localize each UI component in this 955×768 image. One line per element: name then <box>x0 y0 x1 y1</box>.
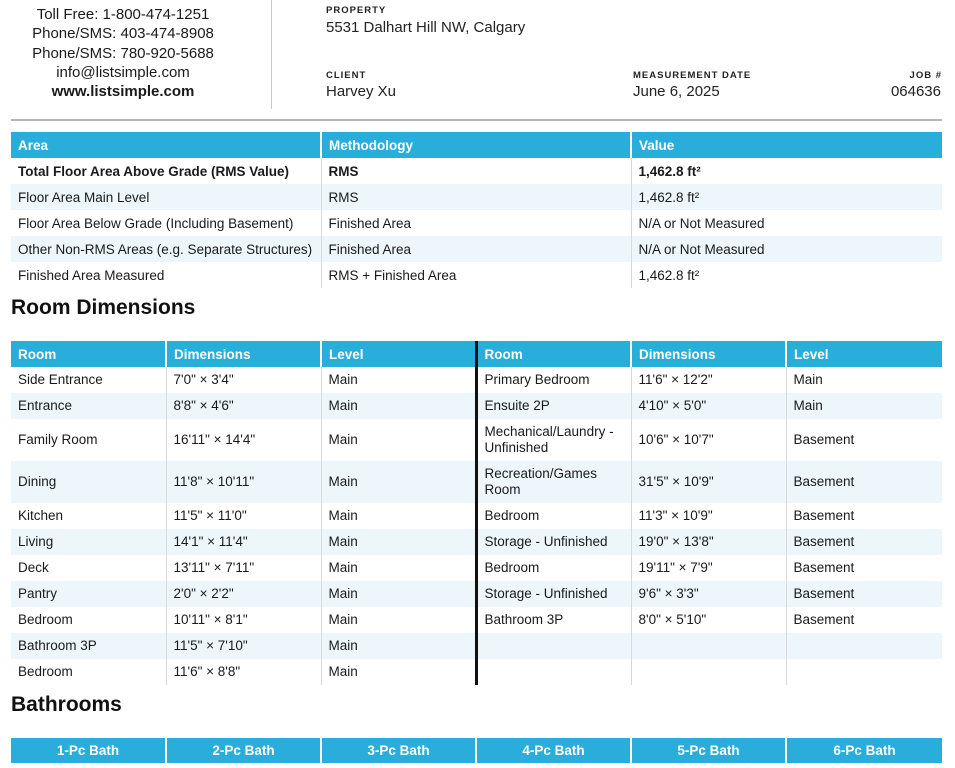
level-cell: Main <box>321 367 476 393</box>
room-cell: Family Room <box>11 419 166 461</box>
level-cell: Basement <box>793 560 855 575</box>
table-row <box>11 158 942 184</box>
area-cell: Finished Area Measured <box>11 262 321 288</box>
level-cell: Basement <box>793 612 855 627</box>
job-number-label: JOB # <box>909 70 942 81</box>
room-cell <box>476 633 631 659</box>
column-header: 1-Pc Bath <box>11 738 166 763</box>
level-cell <box>786 659 942 685</box>
client-label: CLIENT <box>326 70 367 81</box>
dimensions-cell: 31'5" × 10'9" <box>631 461 786 503</box>
table-row <box>11 210 942 236</box>
level-cell: Basement <box>793 508 855 523</box>
measurement-date: June 6, 2025 <box>633 83 720 100</box>
level-cell: Main <box>321 419 476 461</box>
dimensions-cell: 2'0" × 2'2" <box>166 581 321 607</box>
dimensions-cell: 11'3" × 10'9" <box>631 503 786 529</box>
table-row <box>11 236 942 262</box>
column-header: Dimensions <box>631 341 786 367</box>
column-header: Level <box>321 341 476 367</box>
room-cell: Storage - Unfinished <box>476 529 631 555</box>
column-header: Room <box>11 341 166 367</box>
room-cell: Primary Bedroom <box>476 367 631 393</box>
room-cell: Kitchen <box>11 503 166 529</box>
dimensions-cell: 7'0" × 3'4" <box>166 367 321 393</box>
room-cell: Entrance <box>11 393 166 419</box>
level-cell: Main <box>321 503 476 529</box>
dimensions-cell: 11'5" × 7'10" <box>166 633 321 659</box>
dimensions-cell: 19'11" × 7'9" <box>631 555 786 581</box>
room-cell: Pantry <box>11 581 166 607</box>
area-cell: Floor Area Main Level <box>11 184 321 210</box>
room-cell: Ensuite 2P <box>476 393 631 419</box>
level-cell: Main <box>321 393 476 419</box>
area-cell: Total Floor Area Above Grade (RMS Value) <box>11 158 321 184</box>
value-cell: 1,462.8 ft² <box>631 184 942 210</box>
level-cell: Main <box>321 581 476 607</box>
table-row <box>11 659 942 685</box>
dimensions-cell: 11'6" × 12'2" <box>631 367 786 393</box>
dimensions-cell: 8'0" × 5'10" <box>631 607 786 633</box>
phone-number-1: Phone/SMS: 403-474-8908 <box>32 25 214 43</box>
table-row <box>11 367 942 393</box>
dimensions-cell: 11'6" × 8'8" <box>166 659 321 685</box>
table-row <box>11 633 942 659</box>
measurement-date-label: MEASUREMENT DATE <box>633 70 752 81</box>
room-cell: Side Entrance <box>11 367 166 393</box>
table-row <box>11 529 942 555</box>
property-address: 5531 Dalhart Hill NW, Calgary <box>326 19 526 36</box>
value-cell: 1,462.8 ft² <box>638 163 701 179</box>
table-row <box>11 461 942 503</box>
dimensions-cell: 14'1" × 11'4" <box>166 529 321 555</box>
dimensions-cell: 10'6" × 10'7" <box>631 419 786 461</box>
toll-free-number: Toll Free: 1-800-474-1251 <box>36 6 210 23</box>
website-link[interactable]: www.listsimple.com <box>51 83 195 101</box>
client-name: Harvey Xu <box>326 83 397 100</box>
room-cell: Mechanical/Laundry - Unfinished <box>476 419 631 461</box>
level-cell: Basement <box>793 432 855 447</box>
level-cell: Main <box>321 607 476 633</box>
dimensions-cell: 8'8" × 4'6" <box>166 393 321 419</box>
contact-block <box>0 5 246 101</box>
dimensions-cell: 16'11" × 14'4" <box>166 419 321 461</box>
bathrooms-table <box>11 738 942 763</box>
room-cell: Dining <box>11 461 166 503</box>
methodology-cell: RMS <box>321 158 631 184</box>
dimensions-cell: 13'11" × 7'11" <box>166 555 321 581</box>
level-cell: Main <box>321 461 476 503</box>
room-cell: Bathroom 3P <box>476 607 631 633</box>
level-cell: Main <box>786 393 942 419</box>
area-cell: Floor Area Below Grade (Including Basement) <box>11 210 321 236</box>
dimensions-cell <box>631 659 786 685</box>
table-row <box>11 393 942 419</box>
phone-number-2: Phone/SMS: 780-920-5688 <box>32 44 214 62</box>
header-divider <box>271 0 272 109</box>
dimensions-cell: 4'10" × 5'0" <box>631 393 786 419</box>
room-cell: Bedroom <box>476 503 631 529</box>
column-header: Dimensions <box>166 341 321 367</box>
column-header: Methodology <box>321 132 631 158</box>
room-cell: Deck <box>11 555 166 581</box>
table-row <box>11 419 942 461</box>
methodology-cell: Finished Area <box>321 210 631 236</box>
column-header: 2-Pc Bath <box>166 738 321 763</box>
methodology-cell: Finished Area <box>321 236 631 262</box>
level-cell: Basement <box>786 529 942 555</box>
room-cell: Bedroom <box>11 607 166 633</box>
area-table <box>11 132 942 288</box>
level-cell: Main <box>321 555 476 581</box>
column-header: 5-Pc Bath <box>631 738 786 763</box>
job-number: 064636 <box>890 83 941 100</box>
table-row <box>11 503 942 529</box>
value-cell: 1,462.8 ft² <box>638 267 700 283</box>
level-cell: Main <box>793 372 823 387</box>
room-dimensions-title: Room Dimensions <box>11 296 196 319</box>
dimensions-cell: 9'6" × 3'3" <box>631 581 786 607</box>
column-header: 6-Pc Bath <box>786 738 942 763</box>
table-row <box>11 555 942 581</box>
room-cell: Bedroom <box>11 659 166 685</box>
room-cell <box>476 659 631 685</box>
dimensions-cell: 11'5" × 11'0" <box>166 503 321 529</box>
dimensions-cell <box>631 633 786 659</box>
table-row <box>11 184 942 210</box>
value-cell: N/A or Not Measured <box>631 236 942 262</box>
column-header: 4-Pc Bath <box>476 738 631 763</box>
dimensions-cell: 11'8" × 10'11" <box>166 461 321 503</box>
dimensions-cell: 19'0" × 13'8" <box>631 529 786 555</box>
area-table-header <box>11 132 942 158</box>
level-cell: Basement <box>786 461 942 503</box>
property-label: PROPERTY <box>326 5 387 16</box>
room-table-header <box>11 341 942 367</box>
table-row <box>11 607 942 633</box>
level-cell <box>786 633 942 659</box>
room-cell: Bedroom <box>476 555 631 581</box>
column-header: Room <box>476 341 631 367</box>
header-rule <box>11 119 942 121</box>
room-cell: Living <box>11 529 166 555</box>
room-dimensions-table <box>11 341 942 685</box>
level-cell: Main <box>321 659 476 685</box>
value-cell: N/A or Not Measured <box>638 215 765 231</box>
table-row <box>11 262 942 288</box>
column-header: Value <box>631 132 942 158</box>
level-cell: Main <box>321 633 476 659</box>
methodology-cell: RMS + Finished Area <box>321 262 631 288</box>
dimensions-cell: 10'11" × 8'1" <box>166 607 321 633</box>
column-header: Level <box>786 341 942 367</box>
room-cell: Bathroom 3P <box>11 633 166 659</box>
methodology-cell: RMS <box>321 184 631 210</box>
email-address[interactable]: info@listsimple.com <box>56 63 190 81</box>
bathrooms-title: Bathrooms <box>11 693 122 716</box>
column-header: 3-Pc Bath <box>321 738 476 763</box>
room-cell: Storage - Unfinished <box>476 581 631 607</box>
table-row <box>11 581 942 607</box>
bathrooms-table-header <box>11 738 942 763</box>
column-header: Area <box>11 132 321 158</box>
area-cell: Other Non-RMS Areas (e.g. Separate Structures) <box>11 236 321 262</box>
level-cell: Main <box>321 529 476 555</box>
room-cell: Recreation/Games Room <box>476 461 631 503</box>
level-cell: Basement <box>786 581 942 607</box>
